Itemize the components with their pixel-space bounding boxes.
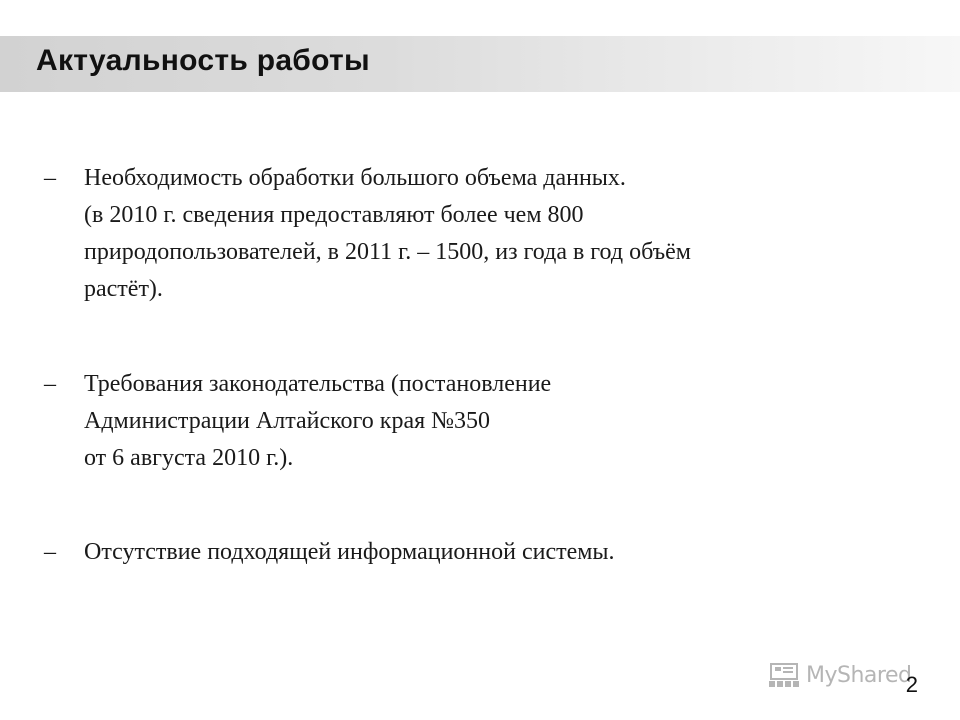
watermark [768,660,911,690]
classroom-logo-icon [768,662,800,688]
bullet-marker: – [44,539,56,565]
bullet-item-no-system [44,534,914,571]
bullet-item-data-volume [44,160,914,308]
bullet-line: Требования законодательства (постановление [84,371,552,397]
bullet-line: Необходимость обработки большого объема данных. [84,165,626,191]
bullet-line: Отсутствие подходящей информационной системы. [84,539,615,565]
bullet-line: растёт). [84,276,163,302]
bullet-marker: – [44,371,56,397]
bullet-marker: – [44,165,56,191]
bullet-line: Администрации Алтайского края №350 [84,408,491,434]
bullet-line: от 6 августа 2010 г.). [84,445,294,471]
bullet-item-legislation [44,366,914,477]
slide-title: Актуальность работы [36,44,370,77]
bullet-line: (в 2010 г. сведения предоставляют более чем 800 [84,202,584,228]
bullet-line: природопользователей, в 2011 г. – 1500, из года в год объём [84,239,691,265]
page-number: 2 [905,672,918,697]
watermark-text: MyShared [806,662,912,688]
